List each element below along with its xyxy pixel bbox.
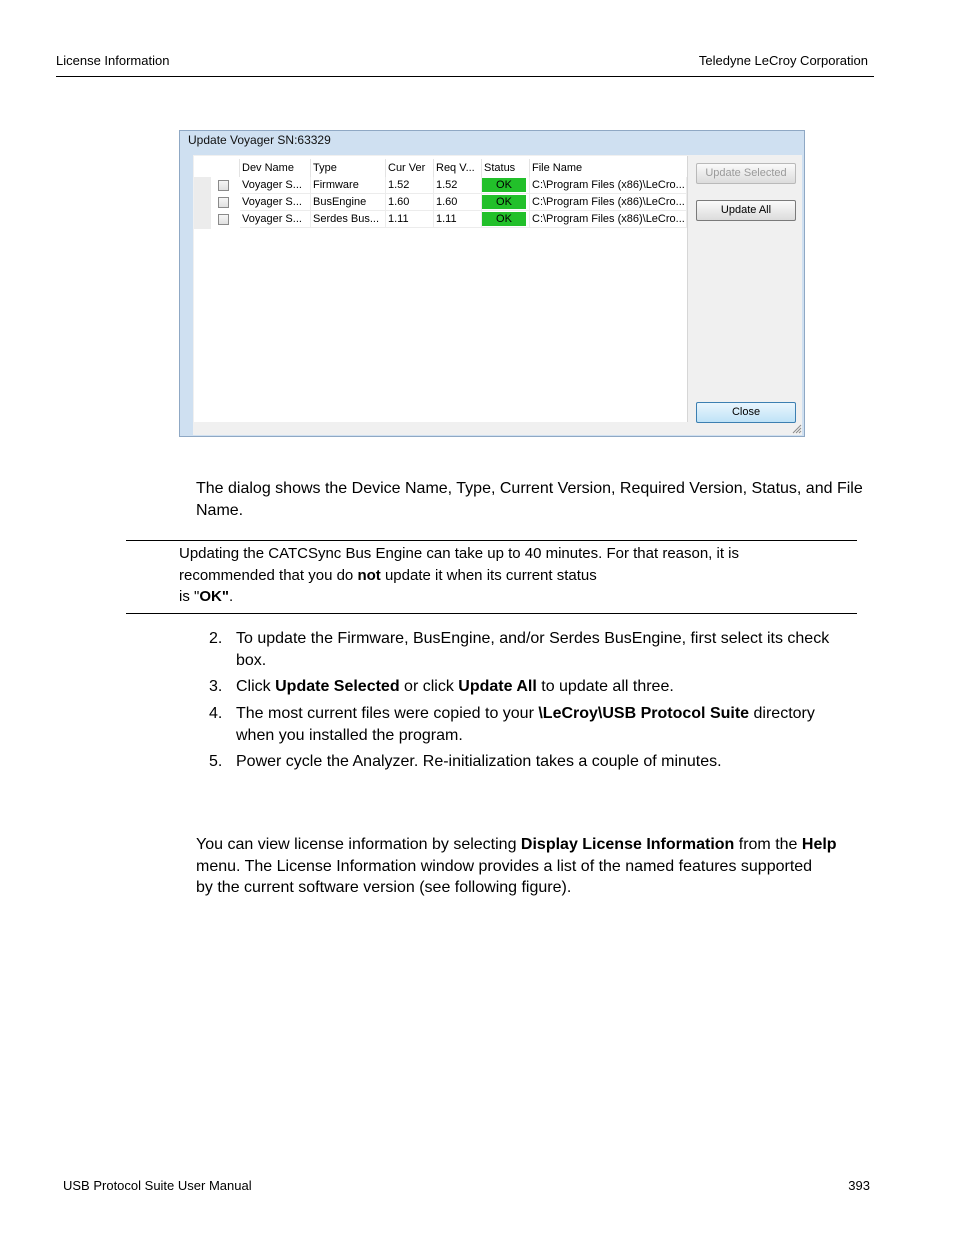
list-bold-span: \LeCroy\USB Protocol Suite bbox=[538, 705, 750, 722]
table-row bbox=[194, 194, 687, 211]
list-item-line bbox=[236, 703, 815, 725]
cell-req-ver: 1.11 bbox=[434, 211, 482, 228]
list-text-span: to update all three. bbox=[536, 678, 674, 695]
cell-type: Serdes Bus... bbox=[311, 211, 386, 228]
license-text-span: You can view license information by selecting bbox=[196, 836, 521, 853]
list-number: 5. bbox=[209, 753, 223, 770]
list-text-span: Click bbox=[236, 678, 276, 695]
list-item-line: box. bbox=[236, 651, 267, 669]
cell-dev-name: Voyager S... bbox=[240, 194, 311, 211]
status-badge: OK bbox=[482, 195, 526, 209]
col-status[interactable]: Status bbox=[482, 159, 530, 177]
list-bold-span: Update Selected bbox=[275, 678, 400, 695]
row-checkbox[interactable] bbox=[218, 180, 229, 191]
license-paragraph bbox=[196, 834, 886, 899]
status-badge: OK bbox=[482, 178, 526, 192]
cell-req-ver: 1.52 bbox=[434, 177, 482, 194]
list-text-span: The most current files were copied to your bbox=[236, 705, 539, 722]
row-checkbox[interactable] bbox=[218, 197, 229, 208]
cell-cur-ver: 1.11 bbox=[386, 211, 434, 228]
note-top-rule bbox=[126, 540, 857, 541]
license-bold-span: Display License Information bbox=[520, 836, 735, 853]
header-rule bbox=[56, 76, 874, 77]
cell-status bbox=[482, 211, 530, 228]
col-dev-name[interactable]: Dev Name bbox=[240, 159, 311, 177]
list-item-text bbox=[236, 628, 829, 671]
status-badge: OK bbox=[482, 212, 526, 226]
list-item bbox=[209, 751, 879, 773]
cell-cur-ver: 1.52 bbox=[386, 177, 434, 194]
page-number: 393 bbox=[848, 1178, 870, 1193]
cell-dev-name: Voyager S... bbox=[240, 177, 311, 194]
list-number: 2. bbox=[209, 630, 223, 647]
list-text-span: or click bbox=[399, 678, 459, 695]
cell-status bbox=[482, 194, 530, 211]
update-selected-button[interactable]: Update Selected bbox=[696, 163, 796, 184]
grid-header bbox=[194, 159, 687, 177]
license-line-1 bbox=[196, 834, 886, 856]
cell-file-name: C:\Program Files (x86)\LeCro... bbox=[530, 177, 687, 194]
list-number: 3. bbox=[209, 678, 223, 695]
note-text bbox=[179, 543, 859, 608]
header-right: Teledyne LeCroy Corporation bbox=[698, 53, 868, 68]
cell-dev-name: Voyager S... bbox=[240, 211, 311, 228]
note-text-span: update it when its current status bbox=[380, 566, 597, 584]
list-item-text: Power cycle the Analyzer. Re-initialization takes a couple of minutes. bbox=[236, 753, 722, 770]
license-bold-span: Help bbox=[801, 836, 837, 853]
license-line-3: by the current software version (see following figure). bbox=[196, 879, 572, 896]
list-item bbox=[209, 703, 879, 747]
cell-req-ver: 1.60 bbox=[434, 194, 482, 211]
grid-header-blank bbox=[194, 159, 240, 177]
cell-file-name: C:\Program Files (x86)\LeCro... bbox=[530, 211, 687, 228]
cell-status bbox=[482, 177, 530, 194]
update-all-button[interactable]: Update All bbox=[696, 200, 796, 221]
list-item bbox=[209, 676, 879, 698]
footer-left: USB Protocol Suite User Manual bbox=[63, 1178, 252, 1193]
license-line-2: menu. The License Information window provides a list of the named features supported bbox=[196, 857, 813, 875]
note-bold-span: OK" bbox=[199, 588, 229, 605]
table-row bbox=[194, 177, 687, 194]
table-row bbox=[194, 211, 687, 228]
close-button[interactable]: Close bbox=[696, 402, 796, 423]
dialog-body bbox=[193, 155, 802, 435]
note-line-1: Updating the CATCSync Bus Engine can take up to 40 minutes. For that reason, it is bbox=[179, 545, 740, 562]
cell-cur-ver: 1.60 bbox=[386, 194, 434, 211]
dialog-description: The dialog shows the Device Name, Type, Current Version, Required Version, Status, and File Name. bbox=[196, 480, 863, 519]
license-text-span: from the bbox=[734, 836, 802, 853]
update-grid bbox=[194, 156, 688, 422]
note-text-span: . bbox=[228, 588, 234, 605]
col-req-ver[interactable]: Req V... bbox=[434, 159, 482, 177]
col-file-name[interactable]: File Name bbox=[532, 162, 583, 174]
list-item-line: To update the Firmware, BusEngine, and/or Serdes BusEngine, first select its check bbox=[236, 630, 830, 647]
col-cur-ver[interactable]: Cur Ver bbox=[386, 159, 434, 177]
list-item-line: when you installed the program. bbox=[236, 726, 463, 744]
list-item bbox=[209, 628, 879, 672]
note-bottom-rule bbox=[126, 613, 857, 614]
note-line-2 bbox=[179, 565, 859, 587]
dialog-title: Update Voyager SN:63329 bbox=[188, 133, 331, 147]
update-voyager-dialog bbox=[179, 130, 805, 437]
note-text-span: recommended that you do bbox=[179, 566, 358, 584]
list-number: 4. bbox=[209, 705, 223, 722]
note-text-span: is " bbox=[179, 588, 200, 605]
note-line-3 bbox=[179, 586, 859, 608]
resize-grip-icon[interactable] bbox=[792, 424, 802, 434]
cell-file-name: C:\Program Files (x86)\LeCro... bbox=[530, 194, 687, 211]
col-type[interactable]: Type bbox=[311, 159, 386, 177]
list-item-text bbox=[236, 703, 815, 746]
header-left: License Information bbox=[56, 53, 170, 68]
list-bold-span: Update All bbox=[458, 678, 537, 695]
cell-type: Firmware bbox=[311, 177, 386, 194]
list-item-text bbox=[236, 676, 674, 698]
list-text-span: directory bbox=[749, 705, 815, 722]
note-bold-span: not bbox=[357, 566, 381, 584]
row-checkbox[interactable] bbox=[218, 214, 229, 225]
cell-type: BusEngine bbox=[311, 194, 386, 211]
